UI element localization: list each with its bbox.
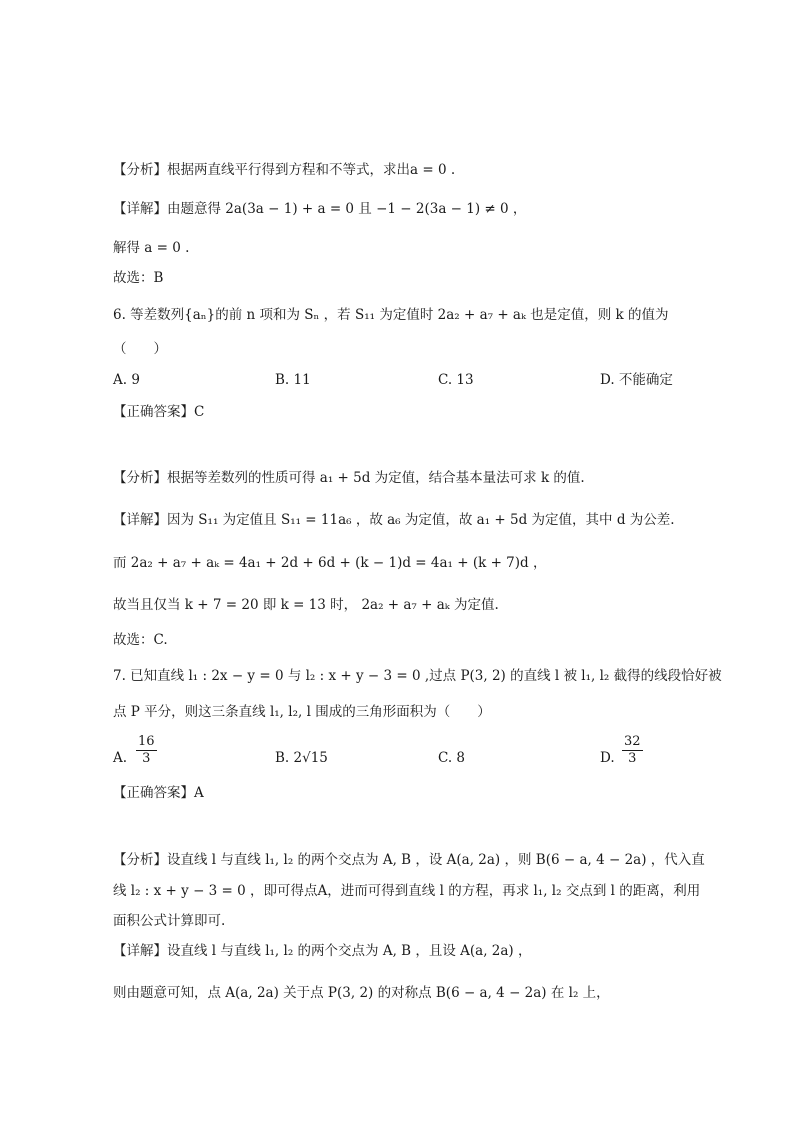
correct-answer-q6: 【正确答案】C: [113, 404, 205, 420]
detail-line-q7-1: 【详解】设直线 l 与直线 l₁, l₂ 的两个交点为 A, B ，且设 A(a, 2a) ，: [113, 943, 532, 959]
correct-answer-q7: 【正确答案】A: [113, 785, 204, 801]
question-7-text-2: 点 P 平分，则这三条直线 l₁, l₂, l 围成的三角形面积为（ ）: [113, 704, 491, 720]
detail-line-q5: 【详解】由题意得 2a(3a − 1) + a = 0 且 −1 − 2(3a − 1) ≠ 0 ，: [113, 201, 527, 217]
q7-option-a-numerator: 16: [138, 734, 155, 749]
q7-option-d-numerator: 32: [624, 734, 641, 749]
analysis-line-q6: 【分析】根据等差数列的性质可得 a₁ + 5d 为定值，结合基本量法可求 k 的值.: [113, 470, 585, 486]
solution-line-q5: 解得 a = 0 .: [113, 240, 190, 256]
q7-option-a-label: A.: [113, 750, 128, 766]
detail-line-q6-3: 故当且仅当 k + 7 = 20 即 k = 13 时， 2a₂ + a₇ + aₖ 为定值.: [113, 597, 499, 613]
question-7-text: 7. 已知直线 l₁ : 2x − y = 0 与 l₂ : x + y − 3 = 0 ,过点 P(3, 2) 的直线 l 被 l₁, l₂ 截得的线段恰好被: [113, 668, 722, 684]
analysis-line-q7-3: 面积公式计算即可.: [113, 913, 226, 929]
q7-option-d-denominator: 3: [628, 751, 637, 766]
detail-line-q7-2: 则由题意可知，点 A(a, 2a) 关于点 P(3, 2) 的对称点 B(6 − a, 4 − 2a) 在 l₂ 上，: [113, 985, 610, 1001]
q6-option-a: A. 9: [113, 372, 140, 388]
analysis-line-q7-1: 【分析】设直线 l 与直线 l₁, l₂ 的两个交点为 A, B ，设 A(a, 2a) ，则 B(6 − a, 4 − 2a) ，代入直: [113, 852, 705, 868]
q7-option-d-fraction: [622, 734, 643, 767]
answer-line-q5: 故选：B: [113, 270, 164, 286]
detail-line-q6-1: 【详解】因为 S₁₁ 为定值且 S₁₁ = 11a₆ ，故 a₆ 为定值，故 a₁ + 5d 为定值，其中 d 为公差.: [113, 512, 675, 528]
question-6-text: 6. 等差数列{aₙ}的前 n 项和为 Sₙ ，若 S₁₁ 为定值时 2a₂ + a₇ + aₖ 也是定值，则 k 的值为: [113, 307, 669, 323]
q7-option-a-denominator: 3: [142, 751, 151, 766]
q7-option-a-fraction: [136, 734, 157, 767]
analysis-line-q7-2: 线 l₂ : x + y − 3 = 0 ，即可得点A，进而可得到直线 l 的方程，再求 l₁, l₂ 交点到 l 的距离，利用: [113, 883, 701, 899]
q7-option-c: C. 8: [438, 750, 466, 766]
question-6-bracket: （ ）: [113, 341, 167, 357]
answer-line-q6: 故选：C.: [113, 632, 168, 648]
detail-line-q6-2: 而 2a₂ + a₇ + aₖ = 4a₁ + 2d + 6d + (k − 1)d = 4a₁ + (k + 7)d ，: [113, 555, 547, 571]
q7-option-b: B. 2√15: [275, 750, 328, 766]
q7-option-d-label: D.: [600, 750, 615, 766]
q6-option-b: B. 11: [275, 372, 311, 388]
analysis-line-q5: 【分析】根据两直线平行得到方程和不等式，求出a = 0 .: [113, 162, 456, 178]
q6-option-d: D. 不能确定: [600, 372, 673, 388]
q6-option-c: C. 13: [438, 372, 474, 388]
